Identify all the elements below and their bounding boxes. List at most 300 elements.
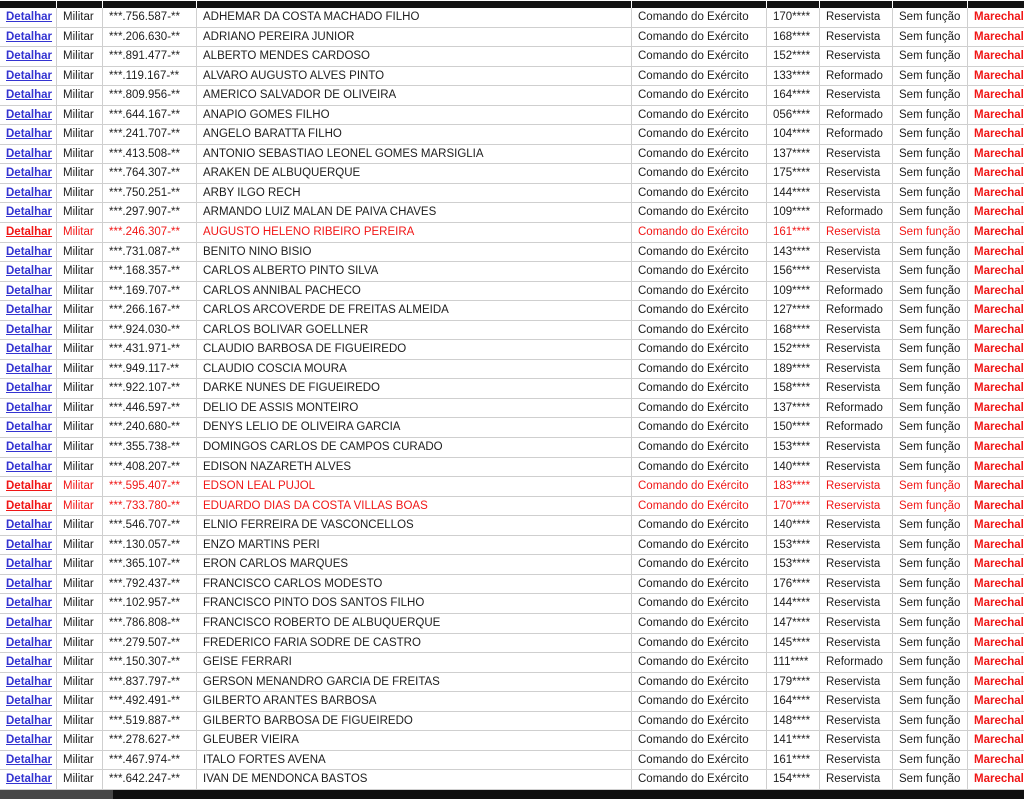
cell-matricula: 164****: [767, 692, 820, 712]
cell-situacao: Reservista: [820, 243, 893, 263]
cell-funcao: Sem função: [893, 614, 968, 634]
cell-nome: ALVARO AUGUSTO ALVES PINTO: [197, 67, 632, 87]
cell-funcao: Sem função: [893, 8, 968, 28]
header-cell-situacao: [820, 1, 893, 8]
cell-nome: ARAKEN DE ALBUQUERQUE: [197, 164, 632, 184]
cell-posto: Marechal: [968, 634, 1024, 654]
cell-cpf: ***.837.797-**: [103, 673, 197, 693]
table-row: [0, 243, 1024, 263]
cell-orgao: Comando do Exército: [632, 418, 767, 438]
cell-cpf: ***.949.117-**: [103, 360, 197, 380]
cell-funcao: Sem função: [893, 360, 968, 380]
cell-cpf: ***.922.107-**: [103, 379, 197, 399]
cell-cpf: ***.731.087-**: [103, 243, 197, 263]
cell-orgao: Comando do Exército: [632, 203, 767, 223]
cell-nome: DENYS LELIO DE OLIVEIRA GARCIA: [197, 418, 632, 438]
cell-nome: CLAUDIO BARBOSA DE FIGUEIREDO: [197, 340, 632, 360]
cell-tipo: Militar: [57, 28, 103, 48]
table-row: [0, 164, 1024, 184]
cell-nome: FRANCISCO ROBERTO DE ALBUQUERQUE: [197, 614, 632, 634]
detalhar-link[interactable]: Detalhar: [6, 128, 53, 141]
cell-matricula: 161****: [767, 223, 820, 243]
cell-nome: ANAPIO GOMES FILHO: [197, 106, 632, 126]
cell-detalhar: [0, 321, 57, 341]
cell-tipo: Militar: [57, 184, 103, 204]
cell-situacao: Reservista: [820, 751, 893, 771]
cell-situacao: Reservista: [820, 145, 893, 165]
table-row: [0, 47, 1024, 67]
cell-tipo: Militar: [57, 67, 103, 87]
detalhar-link[interactable]: Detalhar: [6, 460, 53, 473]
cell-funcao: Sem função: [893, 203, 968, 223]
cell-nome: CARLOS ANNIBAL PACHECO: [197, 282, 632, 302]
cell-funcao: Sem função: [893, 751, 968, 771]
detalhar-link[interactable]: Detalhar: [6, 89, 53, 102]
cell-nome: CARLOS ARCOVERDE DE FREITAS ALMEIDA: [197, 301, 632, 321]
cell-situacao: Reformado: [820, 418, 893, 438]
cell-detalhar: [0, 8, 57, 28]
cell-matricula: 154****: [767, 770, 820, 790]
cell-nome: ENZO MARTINS PERI: [197, 536, 632, 556]
cell-cpf: ***.764.307-**: [103, 164, 197, 184]
cell-matricula: 144****: [767, 184, 820, 204]
table-row: [0, 145, 1024, 165]
cell-orgao: Comando do Exército: [632, 731, 767, 751]
detalhar-link[interactable]: Detalhar: [6, 69, 53, 82]
cell-tipo: Militar: [57, 516, 103, 536]
cell-tipo: Militar: [57, 360, 103, 380]
cell-matricula: 143****: [767, 243, 820, 263]
cell-cpf: ***.733.780-**: [103, 497, 197, 517]
cell-cpf: ***.431.971-**: [103, 340, 197, 360]
cell-nome: AMERICO SALVADOR DE OLIVEIRA: [197, 86, 632, 106]
cell-situacao: Reformado: [820, 399, 893, 419]
cell-funcao: Sem função: [893, 243, 968, 263]
cell-tipo: Militar: [57, 477, 103, 497]
cell-orgao: Comando do Exército: [632, 8, 767, 28]
cell-detalhar: [0, 673, 57, 693]
cell-tipo: Militar: [57, 673, 103, 693]
cell-tipo: Militar: [57, 262, 103, 282]
cell-cpf: ***.279.507-**: [103, 634, 197, 654]
cell-situacao: Reservista: [820, 360, 893, 380]
cell-matricula: 137****: [767, 399, 820, 419]
cell-funcao: Sem função: [893, 575, 968, 595]
cell-nome: FREDERICO FARIA SODRE DE CASTRO: [197, 634, 632, 654]
cell-tipo: Militar: [57, 243, 103, 263]
cell-detalhar: [0, 575, 57, 595]
table-row: [0, 184, 1024, 204]
cell-detalhar: [0, 223, 57, 243]
cell-tipo: Militar: [57, 594, 103, 614]
cell-tipo: Militar: [57, 106, 103, 126]
cell-detalhar: [0, 28, 57, 48]
cell-posto: Marechal: [968, 751, 1024, 771]
cell-detalhar: [0, 67, 57, 87]
cell-funcao: Sem função: [893, 418, 968, 438]
cell-tipo: Militar: [57, 164, 103, 184]
cell-nome: GLEUBER VIEIRA: [197, 731, 632, 751]
detalhar-link[interactable]: Detalhar: [6, 30, 53, 43]
detalhar-link[interactable]: Detalhar: [6, 441, 53, 454]
cell-matricula: 111****: [767, 653, 820, 673]
cell-cpf: ***.413.508-**: [103, 145, 197, 165]
cell-posto: Marechal: [968, 28, 1024, 48]
cell-tipo: Militar: [57, 731, 103, 751]
cell-detalhar: [0, 145, 57, 165]
cell-nome: IVAN DE MENDONCA BASTOS: [197, 770, 632, 790]
detalhar-link[interactable]: Detalhar: [6, 558, 53, 571]
detalhar-link[interactable]: Detalhar: [6, 734, 53, 747]
cell-orgao: Comando do Exército: [632, 86, 767, 106]
cell-orgao: Comando do Exército: [632, 477, 767, 497]
cell-situacao: Reservista: [820, 184, 893, 204]
cell-orgao: Comando do Exército: [632, 438, 767, 458]
cell-posto: Marechal: [968, 67, 1024, 87]
cell-tipo: Militar: [57, 418, 103, 438]
cell-orgao: Comando do Exército: [632, 614, 767, 634]
cell-funcao: Sem função: [893, 164, 968, 184]
cell-cpf: ***.246.307-**: [103, 223, 197, 243]
table-row: [0, 223, 1024, 243]
cell-orgao: Comando do Exército: [632, 301, 767, 321]
cell-posto: Marechal: [968, 184, 1024, 204]
cell-nome: FRANCISCO CARLOS MODESTO: [197, 575, 632, 595]
cell-funcao: Sem função: [893, 731, 968, 751]
header-cell-posto: [968, 1, 1024, 8]
cell-detalhar: [0, 203, 57, 223]
table-row: [0, 575, 1024, 595]
cell-orgao: Comando do Exército: [632, 497, 767, 517]
detalhar-link[interactable]: Detalhar: [6, 538, 53, 551]
cell-situacao: Reservista: [820, 8, 893, 28]
cell-cpf: ***.278.627-**: [103, 731, 197, 751]
cell-funcao: Sem função: [893, 497, 968, 517]
cell-orgao: Comando do Exército: [632, 321, 767, 341]
cell-posto: Marechal: [968, 321, 1024, 341]
cell-tipo: Militar: [57, 458, 103, 478]
cell-posto: Marechal: [968, 438, 1024, 458]
cell-nome: ARMANDO LUIZ MALAN DE PAIVA CHAVES: [197, 203, 632, 223]
cell-nome: DOMINGOS CARLOS DE CAMPOS CURADO: [197, 438, 632, 458]
cell-tipo: Militar: [57, 340, 103, 360]
cell-cpf: ***.792.437-**: [103, 575, 197, 595]
cell-posto: Marechal: [968, 770, 1024, 790]
table-row: [0, 125, 1024, 145]
cell-situacao: Reformado: [820, 282, 893, 302]
cell-orgao: Comando do Exército: [632, 399, 767, 419]
cell-detalhar: [0, 458, 57, 478]
cell-nome: ANTONIO SEBASTIAO LEONEL GOMES MARSIGLIA: [197, 145, 632, 165]
table-row: [0, 106, 1024, 126]
detalhar-link[interactable]: Detalhar: [6, 108, 53, 121]
cell-funcao: Sem função: [893, 770, 968, 790]
cell-orgao: Comando do Exército: [632, 145, 767, 165]
cell-tipo: Militar: [57, 692, 103, 712]
scrollbar-thumb[interactable]: [0, 790, 113, 799]
cell-posto: Marechal: [968, 497, 1024, 517]
cell-situacao: Reservista: [820, 262, 893, 282]
cell-detalhar: [0, 477, 57, 497]
cell-cpf: ***.355.738-**: [103, 438, 197, 458]
cell-posto: Marechal: [968, 340, 1024, 360]
detalhar-link[interactable]: Detalhar: [6, 401, 53, 414]
cell-nome: ADRIANO PEREIRA JUNIOR: [197, 28, 632, 48]
cell-situacao: Reservista: [820, 536, 893, 556]
cell-cpf: ***.365.107-**: [103, 555, 197, 575]
table-row: [0, 731, 1024, 751]
table-row: [0, 340, 1024, 360]
table-row: [0, 282, 1024, 302]
cell-situacao: Reservista: [820, 575, 893, 595]
table-header-strip: [0, 0, 1024, 8]
cell-situacao: Reservista: [820, 477, 893, 497]
cell-matricula: 158****: [767, 379, 820, 399]
detalhar-link[interactable]: Detalhar: [6, 50, 53, 63]
cell-orgao: Comando do Exército: [632, 575, 767, 595]
table-body: [0, 8, 1024, 790]
cell-detalhar: [0, 262, 57, 282]
table-row: [0, 653, 1024, 673]
cell-cpf: ***.492.491-**: [103, 692, 197, 712]
cell-matricula: 153****: [767, 536, 820, 556]
cell-matricula: 150****: [767, 418, 820, 438]
cell-cpf: ***.206.630-**: [103, 28, 197, 48]
cell-funcao: Sem função: [893, 673, 968, 693]
cell-nome: CARLOS BOLIVAR GOELLNER: [197, 321, 632, 341]
detalhar-link[interactable]: Detalhar: [6, 382, 53, 395]
detalhar-link[interactable]: Detalhar: [6, 519, 53, 532]
cell-situacao: Reservista: [820, 223, 893, 243]
cell-cpf: ***.924.030-**: [103, 321, 197, 341]
cell-orgao: Comando do Exército: [632, 243, 767, 263]
cell-posto: Marechal: [968, 458, 1024, 478]
cell-funcao: Sem função: [893, 184, 968, 204]
cell-situacao: Reservista: [820, 47, 893, 67]
cell-matricula: 179****: [767, 673, 820, 693]
cell-orgao: Comando do Exército: [632, 164, 767, 184]
cell-nome: AUGUSTO HELENO RIBEIRO PEREIRA: [197, 223, 632, 243]
cell-tipo: Militar: [57, 145, 103, 165]
cell-cpf: ***.642.247-**: [103, 770, 197, 790]
cell-matricula: 148****: [767, 712, 820, 732]
cell-matricula: 170****: [767, 497, 820, 517]
cell-orgao: Comando do Exército: [632, 594, 767, 614]
table-row: [0, 770, 1024, 790]
cell-tipo: Militar: [57, 47, 103, 67]
cell-tipo: Militar: [57, 575, 103, 595]
cell-tipo: Militar: [57, 399, 103, 419]
cell-detalhar: [0, 536, 57, 556]
cell-funcao: Sem função: [893, 712, 968, 732]
cell-detalhar: [0, 516, 57, 536]
detalhar-link[interactable]: Detalhar: [6, 714, 53, 727]
cell-cpf: ***.756.587-**: [103, 8, 197, 28]
horizontal-scrollbar[interactable]: [0, 790, 1024, 799]
cell-orgao: Comando do Exército: [632, 67, 767, 87]
cell-cpf: ***.297.907-**: [103, 203, 197, 223]
cell-tipo: Militar: [57, 634, 103, 654]
header-cell-cpf: [103, 1, 197, 8]
cell-tipo: Militar: [57, 301, 103, 321]
cell-situacao: Reservista: [820, 770, 893, 790]
table-row: [0, 594, 1024, 614]
detalhar-link[interactable]: Detalhar: [6, 11, 53, 23]
cell-detalhar: [0, 497, 57, 517]
cell-funcao: Sem função: [893, 106, 968, 126]
cell-orgao: Comando do Exército: [632, 379, 767, 399]
cell-nome: GEISE FERRARI: [197, 653, 632, 673]
detalhar-link[interactable]: Detalhar: [6, 323, 53, 336]
detalhar-link[interactable]: Detalhar: [6, 226, 53, 239]
cell-matricula: 152****: [767, 340, 820, 360]
cell-nome: GILBERTO BARBOSA DE FIGUEIREDO: [197, 712, 632, 732]
cell-funcao: Sem função: [893, 145, 968, 165]
cell-funcao: Sem função: [893, 458, 968, 478]
table-row: [0, 458, 1024, 478]
detalhar-link[interactable]: Detalhar: [6, 499, 53, 512]
table-row: [0, 516, 1024, 536]
cell-detalhar: [0, 770, 57, 790]
cell-situacao: Reformado: [820, 125, 893, 145]
detalhar-link[interactable]: Detalhar: [6, 577, 53, 590]
cell-nome: ERON CARLOS MARQUES: [197, 555, 632, 575]
cell-matricula: 140****: [767, 516, 820, 536]
detalhar-link[interactable]: Detalhar: [6, 186, 53, 199]
detalhar-link[interactable]: Detalhar: [6, 753, 53, 766]
cell-situacao: Reservista: [820, 164, 893, 184]
cell-orgao: Comando do Exército: [632, 125, 767, 145]
cell-nome: EDSON LEAL PUJOL: [197, 477, 632, 497]
cell-cpf: ***.546.707-**: [103, 516, 197, 536]
cell-detalhar: [0, 340, 57, 360]
cell-situacao: Reservista: [820, 692, 893, 712]
cell-funcao: Sem função: [893, 125, 968, 145]
cell-detalhar: [0, 731, 57, 751]
header-cell-funcao: [893, 1, 968, 8]
cell-tipo: Militar: [57, 536, 103, 556]
cell-posto: Marechal: [968, 399, 1024, 419]
cell-tipo: Militar: [57, 8, 103, 28]
cell-situacao: Reservista: [820, 340, 893, 360]
cell-orgao: Comando do Exército: [632, 47, 767, 67]
cell-tipo: Militar: [57, 86, 103, 106]
detalhar-link[interactable]: Detalhar: [6, 304, 53, 317]
cell-situacao: Reformado: [820, 203, 893, 223]
header-cell-tipo: [57, 1, 103, 8]
cell-funcao: Sem função: [893, 223, 968, 243]
cell-nome: ADHEMAR DA COSTA MACHADO FILHO: [197, 8, 632, 28]
cell-matricula: 183****: [767, 477, 820, 497]
cell-cpf: ***.169.707-**: [103, 282, 197, 302]
table-row: [0, 262, 1024, 282]
cell-orgao: Comando do Exército: [632, 536, 767, 556]
detalhar-link[interactable]: Detalhar: [6, 773, 53, 786]
cell-posto: Marechal: [968, 653, 1024, 673]
detalhar-link[interactable]: Detalhar: [6, 284, 53, 297]
cell-orgao: Comando do Exército: [632, 712, 767, 732]
detalhar-link[interactable]: Detalhar: [6, 480, 53, 493]
cell-tipo: Militar: [57, 125, 103, 145]
detalhar-link[interactable]: Detalhar: [6, 695, 53, 708]
cell-cpf: ***.809.956-**: [103, 86, 197, 106]
detalhar-link[interactable]: Detalhar: [6, 265, 53, 278]
table-row: [0, 321, 1024, 341]
cell-cpf: ***.644.167-**: [103, 106, 197, 126]
cell-posto: Marechal: [968, 614, 1024, 634]
cell-matricula: 153****: [767, 555, 820, 575]
cell-matricula: 144****: [767, 594, 820, 614]
cell-funcao: Sem função: [893, 516, 968, 536]
cell-cpf: ***.786.808-**: [103, 614, 197, 634]
cell-nome: DELIO DE ASSIS MONTEIRO: [197, 399, 632, 419]
cell-situacao: Reservista: [820, 594, 893, 614]
cell-matricula: 141****: [767, 731, 820, 751]
cell-posto: Marechal: [968, 555, 1024, 575]
detalhar-link[interactable]: Detalhar: [6, 147, 53, 160]
cell-cpf: ***.467.974-**: [103, 751, 197, 771]
table-row: [0, 497, 1024, 517]
cell-matricula: 104****: [767, 125, 820, 145]
cell-cpf: ***.130.057-**: [103, 536, 197, 556]
cell-funcao: Sem função: [893, 28, 968, 48]
cell-funcao: Sem função: [893, 477, 968, 497]
detalhar-link[interactable]: Detalhar: [6, 343, 53, 356]
cell-detalhar: [0, 438, 57, 458]
detalhar-link[interactable]: Detalhar: [6, 362, 53, 375]
cell-cpf: ***.408.207-**: [103, 458, 197, 478]
detalhar-link[interactable]: Detalhar: [6, 421, 53, 434]
cell-cpf: ***.446.597-**: [103, 399, 197, 419]
detalhar-link[interactable]: Detalhar: [6, 656, 53, 669]
cell-detalhar: [0, 751, 57, 771]
cell-funcao: Sem função: [893, 634, 968, 654]
detalhar-link[interactable]: Detalhar: [6, 675, 53, 688]
detalhar-link[interactable]: Detalhar: [6, 636, 53, 649]
cell-situacao: Reformado: [820, 301, 893, 321]
cell-funcao: Sem função: [893, 438, 968, 458]
detalhar-link[interactable]: Detalhar: [6, 167, 53, 180]
cell-posto: Marechal: [968, 477, 1024, 497]
cell-matricula: 189****: [767, 360, 820, 380]
cell-matricula: 168****: [767, 28, 820, 48]
detalhar-link[interactable]: Detalhar: [6, 245, 53, 258]
detalhar-link[interactable]: Detalhar: [6, 206, 53, 219]
cell-matricula: 147****: [767, 614, 820, 634]
detalhar-link[interactable]: Detalhar: [6, 616, 53, 629]
cell-cpf: ***.891.477-**: [103, 47, 197, 67]
cell-posto: Marechal: [968, 673, 1024, 693]
cell-cpf: ***.150.307-**: [103, 653, 197, 673]
cell-funcao: Sem função: [893, 340, 968, 360]
cell-tipo: Militar: [57, 751, 103, 771]
cell-matricula: 156****: [767, 262, 820, 282]
table-row: [0, 614, 1024, 634]
table-row: [0, 379, 1024, 399]
cell-funcao: Sem função: [893, 692, 968, 712]
table-row: [0, 399, 1024, 419]
cell-tipo: Militar: [57, 555, 103, 575]
cell-orgao: Comando do Exército: [632, 634, 767, 654]
cell-posto: Marechal: [968, 301, 1024, 321]
cell-situacao: Reservista: [820, 634, 893, 654]
cell-posto: Marechal: [968, 692, 1024, 712]
detalhar-link[interactable]: Detalhar: [6, 597, 53, 610]
cell-detalhar: [0, 594, 57, 614]
cell-posto: Marechal: [968, 203, 1024, 223]
cell-posto: Marechal: [968, 164, 1024, 184]
cell-cpf: ***.595.407-**: [103, 477, 197, 497]
